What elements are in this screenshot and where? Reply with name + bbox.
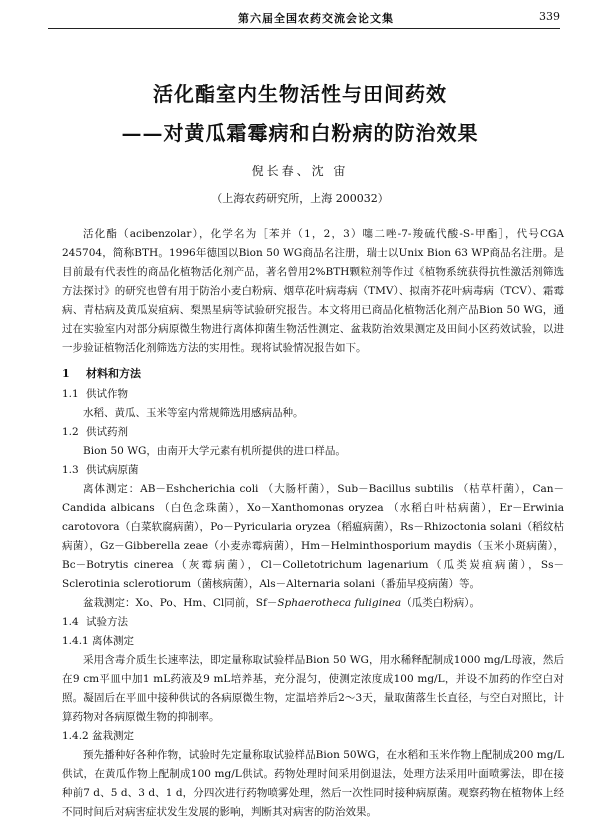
affiliation: （上海农药研究所，上海 200032） — [211, 192, 389, 205]
subsection-number: 1.1 — [62, 388, 79, 400]
subsection-title: 供试作物 — [86, 388, 128, 400]
subsection-number: 1.4.1 — [62, 635, 89, 647]
species-name: Sphaerotheca fuliginea — [277, 597, 402, 609]
subsection-heading-1-4-2 — [62, 727, 564, 746]
crops-text: 水稻、黄瓜、玉米等室内常规筛选用感病品种。 — [83, 407, 304, 419]
subsection-heading-1-3 — [62, 461, 564, 480]
conference-title: 第六届全国农药交流会论文集 — [238, 12, 394, 25]
pathogens-paragraph: 离体测定：AB－Eshcherichia coli （大肠杆菌），Sub－Bacillus subtilis （枯草杆菌），Can－Candida albicans （白色念珠菌），Xo－Xanthomonas oryzea （水稻白叶枯病菌），Er－Erwinia carotovora（白菜软腐病菌），Po－Pyricularia oryzea（稻瘟病菌），Rs－Rhizoctonia solani（稻纹枯病菌），Gz－Gibberella zeae（小麦赤霉病菌），Hm－Helminthosporium maydis（玉米小斑病菌），Bc－Botrytis cinerea（灰霉病菌），Cl－Colletotrichum lagenarium（瓜类炭疽病菌），Ss－Sclerotinia sclerotiorum（菌核病菌），Als－Alternaria solani（番茄早疫病菌）等。 — [62, 483, 564, 590]
subsection-number: 1.4.2 — [62, 730, 89, 742]
subsection-title: 供试药剂 — [86, 426, 128, 438]
agent-text: Bion 50 WG，由南开大学元素有机所提供的进口样品。 — [83, 445, 346, 457]
subsection-number: 1.3 — [62, 464, 79, 476]
subsection-title: 试验方法 — [86, 616, 128, 628]
in-vitro-method-paragraph: 采用含毒介质生长速率法，即定量称取试验样品Bion 50 WG，用水稀释配制成1000 mg/L母液，然后在9 cm平皿中加1 mL药液及9 mL培养基，充分混匀，使测定浓度成100 mg/L，并设不加药的作空白对照。凝固后在平皿中接种供试的各病原微生物，定温培养后2～3天，量取菌落生长直径，与空白对照比，计算药物对各病原微生物的抑制率。 — [62, 654, 564, 723]
subsection-number: 1.2 — [62, 426, 79, 438]
paper-body — [62, 225, 564, 822]
paper-title-line2: ——对黄瓜霜霉病和白粉病的防治效果 — [121, 121, 479, 145]
subsection-number: 1.4 — [62, 616, 79, 628]
pot-method-paragraph: 预先播种好各种作物，试验时先定量称取试验样品Bion 50WG，在水稻和玉米作物上配制成200 mg/L供试，在黄瓜作物上配制成100 mg/L供试。药物处理时间采用倒退法，处理方法采用叶面喷雾法，即在接种前7 d、5 d、3 d、1 d，分四次进行药物喷雾处理，然后一次性同时接种病原菌。观察药物在植物体上经不同时间后对病害症状发生发展的影响，判断其对病害的防治效果。 — [62, 749, 564, 818]
intro-paragraph: 活化酯（acibenzolar），化学名为［苯并（1，2，3）噻二唑-7-羧硫代酸-S-甲酯］，代号CGA 245704，简称BTH。1996年德国以Bion 50 WG商品名注册，瑞士以Unix Bion 63 WP商品名注册。是目前最有代表性的商品化植物活化剂产品，著名曾用2%BTH颗粒剂等作过《植物系统获得抗性激活剂筛选方法探讨》的研究也曾有用于防治小麦白粉病、烟草花叶病毒病（TMV）、拟南芥花叶病毒病（TCV）、霜霉病、青枯病及黄瓜炭疽病、梨黑星病等试验研究报告。本文将用已商品化植物活化剂产品Bion 50 WG，通过在实验室内对部分病原微生物进行离体抑菌生物活性测定、盆栽防治效果测定及田间小区药效试验，以进一步验证植物活化剂筛选方法的实用性。现将试验情况报告如下。 — [62, 228, 564, 354]
subsection-title: 盆栽测定 — [92, 730, 134, 742]
subsection-heading-1-4-1 — [62, 632, 564, 651]
subsection-heading-1-1 — [62, 385, 564, 404]
pot-text-suffix: （瓜类白粉病）。 — [401, 597, 480, 609]
pot-test-pathogens — [62, 594, 564, 613]
subsection-heading-1-2 — [62, 423, 564, 442]
authors: 倪长春、沈 宙 — [251, 164, 349, 178]
subsection-heading-1-4 — [62, 613, 564, 632]
pot-text-prefix: 盆栽测定：Xo、Po、Hm、Cl同前，Sf－ — [83, 597, 278, 609]
section-heading-1 — [62, 364, 564, 383]
page-number: 339 — [539, 10, 560, 23]
section-number: 1 — [62, 367, 70, 380]
subsection-title: 离体测定 — [92, 635, 134, 647]
section-title: 材料和方法 — [86, 367, 141, 380]
running-header — [48, 8, 560, 29]
subsection-title: 供试病原菌 — [86, 464, 139, 476]
paper-title-line1: 活化酯室内生物活性与田间药效 — [153, 82, 447, 106]
